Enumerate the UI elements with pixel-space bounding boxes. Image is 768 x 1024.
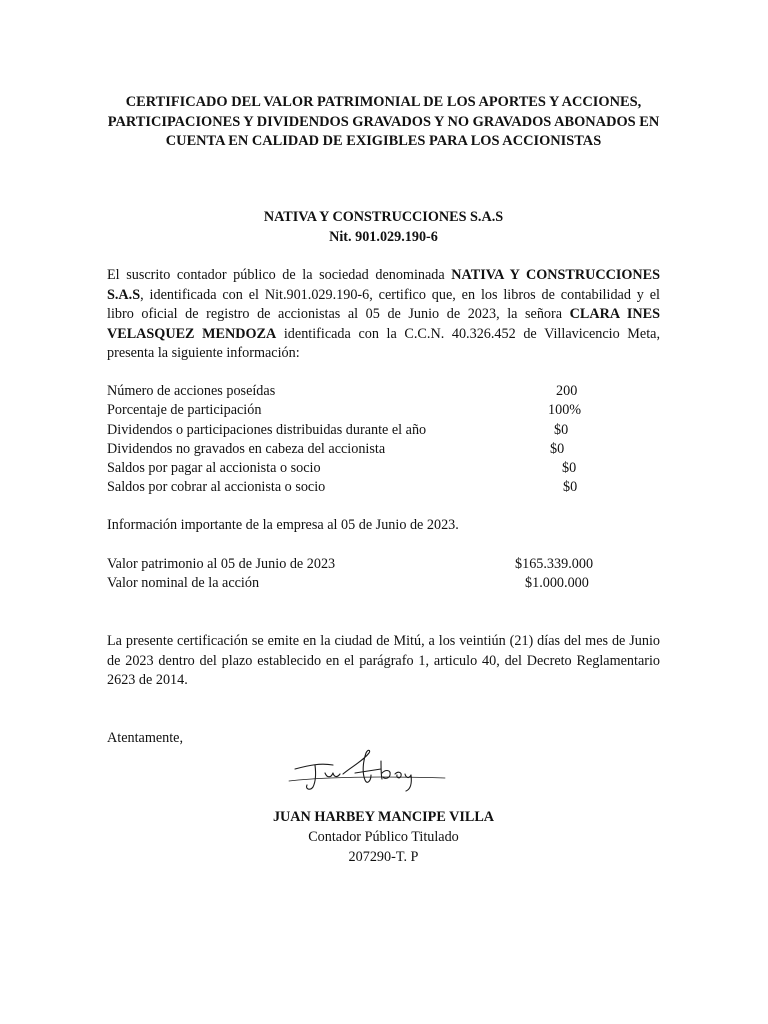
- company-info-heading: Información importante de la empresa al 05 de Junio de 2023.: [107, 517, 459, 533]
- info-label: Saldos por pagar al accionista o socio: [107, 460, 321, 477]
- handwritten-signature: [285, 747, 450, 797]
- certificate-title: CERTIFICADO DEL VALOR PATRIMONIAL DE LOS APORTES Y ACCIONES, PARTICIPACIONES Y DIVIDENDOS GRAVADOS Y NO GRAVADOS ABONADOS EN CUENTA EN CALIDAD DE EXIGIBLES PARA LOS ACCIONISTAS: [107, 94, 660, 150]
- value-label: Valor nominal de la acción: [107, 575, 260, 592]
- intro-company-name: NATIVA Y CONSTRUCCIONES S.A.S: [107, 267, 660, 303]
- info-label: Saldos por cobrar al accionista o socio: [107, 479, 326, 496]
- info-value: 100%: [548, 402, 582, 419]
- info-row: [107, 459, 660, 478]
- info-row: [107, 382, 660, 401]
- greeting: Atentamente,: [107, 730, 184, 746]
- company-nit: Nit. 901.029.190-6: [329, 228, 438, 245]
- closing-paragraph: La presente certificación se emite en la ciudad de Mitú, a los veintiún (21) días del mes de Junio de 2023 dentro del plazo establecido en el parágrafo 1, articulo 40, del Decreto Reglamentario 2623 de 2014.: [107, 633, 660, 689]
- info-value: 200: [556, 383, 578, 399]
- company-values-list: [107, 555, 660, 594]
- intro-text-2: , identificada con el Nit.901.029.190-6, certifico que, en los libros de contabilidad y el libro oficial de registro de accionistas al 05 de Junio de 2023, la señora: [107, 286, 660, 323]
- info-row: [107, 478, 660, 497]
- info-label: Porcentaje de participación: [107, 402, 262, 419]
- signer-name: JUAN HARBEY MANCIPE VILLA: [272, 809, 495, 825]
- info-row: [107, 401, 660, 420]
- value-amount: $1.000.000: [525, 575, 589, 592]
- value-amount: $165.339.000: [515, 556, 594, 572]
- info-value: $0: [562, 460, 577, 477]
- info-value: $0: [563, 479, 578, 496]
- company-header: [107, 208, 660, 247]
- value-row: [107, 574, 660, 593]
- shareholder-info-list: [107, 382, 660, 498]
- info-row: [107, 440, 660, 459]
- signer-role: Contador Público Titulado: [308, 828, 459, 845]
- company-name: NATIVA Y CONSTRUCCIONES S.A.S: [263, 209, 504, 225]
- value-row: [107, 555, 660, 574]
- signer-license: 207290-T. P: [348, 848, 419, 865]
- signer-block: [107, 808, 660, 867]
- intro-paragraph: [107, 266, 660, 364]
- info-label: Dividendos no gravados en cabeza del accionista: [107, 440, 386, 457]
- info-label: Número de acciones poseídas: [107, 383, 276, 399]
- info-row: [107, 421, 660, 440]
- shareholder-name: CLARA INES VELASQUEZ MENDOZA: [107, 306, 660, 342]
- info-value: $0: [554, 421, 569, 438]
- info-value: $0: [550, 440, 565, 457]
- intro-text-1: El suscrito contador público de la sociedad denominada: [107, 267, 452, 283]
- value-label: Valor patrimonio al 05 de Junio de 2023: [107, 556, 336, 572]
- info-label: Dividendos o participaciones distribuidas durante el año: [107, 421, 427, 438]
- intro-text-3: identificada con la C.C.N. 40.326.452 de Villavicencio Meta, presenta la siguiente información:: [107, 325, 660, 362]
